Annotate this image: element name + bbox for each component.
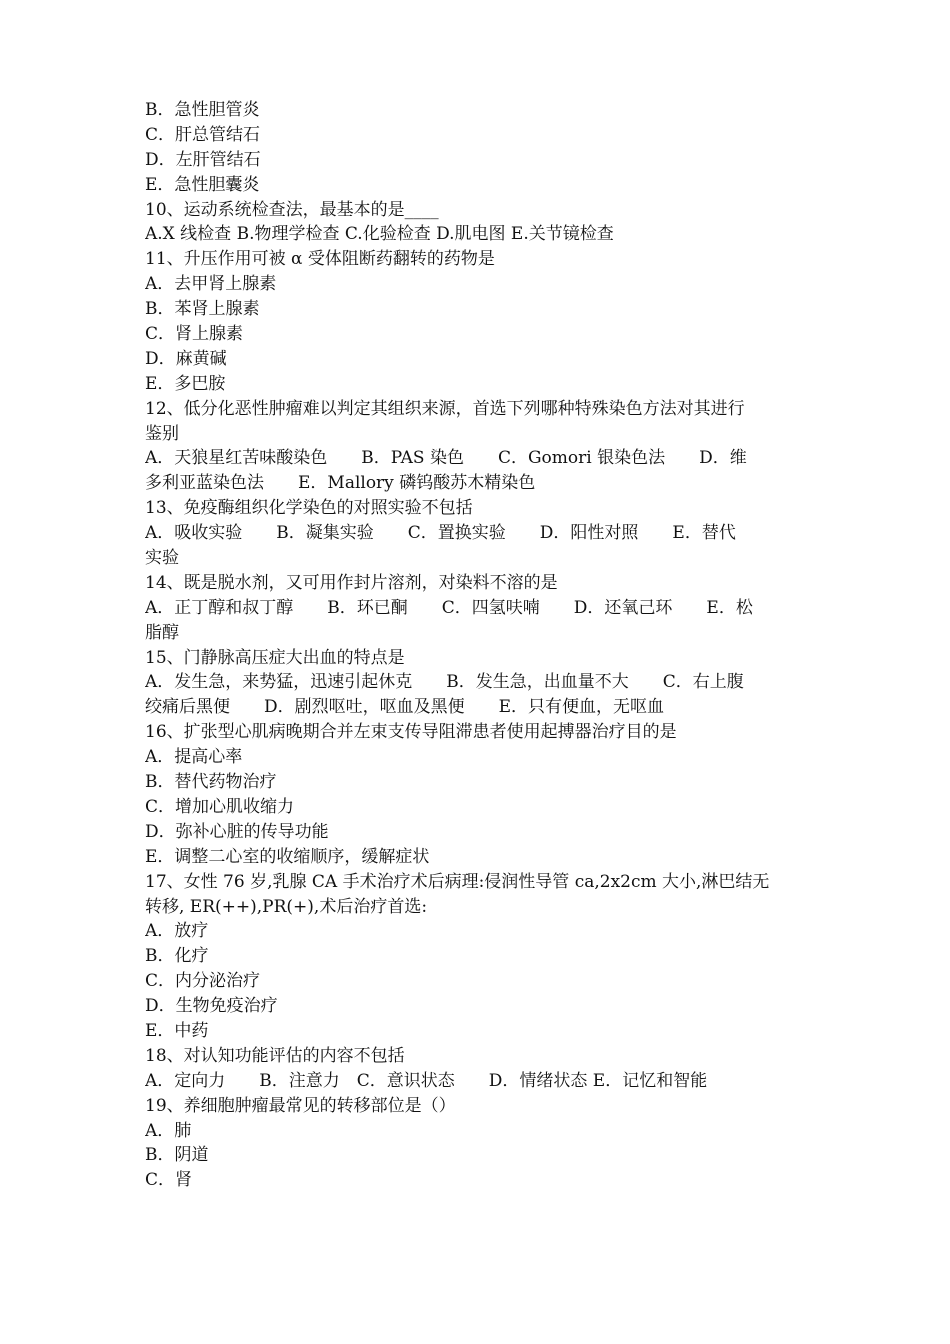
text-line: C．肾上腺素 <box>145 324 244 345</box>
text-line: E．急性胆囊炎 <box>145 174 260 195</box>
text-line: B．替代药物治疗 <box>145 772 277 793</box>
text-line: C．增加心肌收缩力 <box>145 796 295 817</box>
question-12: 12、低分化恶性肿瘤难以判定其组织来源，首选下列哪种特殊染色方法对其进行 <box>145 398 745 419</box>
text-line: E．调整二心室的收缩顺序，缓解症状 <box>145 846 430 867</box>
text-line: A．定向力 B．注意力 C．意识状态 D．情绪状态 E．记忆和智能 <box>145 1070 708 1091</box>
text-line: B．阴道 <box>145 1145 209 1166</box>
question-11: 11、升压作用可被 α 受体阻断药翻转的药物是 <box>145 249 495 270</box>
text-line: A．提高心率 <box>145 747 243 768</box>
text-line: A.X 线检查 B.物理学检查 C.化验检查 D.肌电图 E.关节镜检查 <box>145 224 614 245</box>
document-page <box>145 98 810 1193</box>
text-line: D．生物免疫治疗 <box>145 996 278 1017</box>
text-line: 鉴别 <box>145 423 179 444</box>
text-line: A．吸收实验 B．凝集实验 C．置换实验 D．阳性对照 E．替代 <box>145 523 736 544</box>
text-line: 多利亚蓝染色法 E．Mallory 磷钨酸苏木精染色 <box>145 473 536 494</box>
text-line: B．急性胆管炎 <box>145 100 260 120</box>
question-19: 19、养细胞肿瘤最常见的转移部位是（） <box>145 1095 456 1116</box>
text-line: C．肾 <box>145 1170 193 1191</box>
text-line: D．麻黄碱 <box>145 348 227 369</box>
text-line: C．肝总管结石 <box>145 124 261 145</box>
question-16: 16、扩张型心肌病晚期合并左束支传导阻滞患者使用起搏器治疗目的是 <box>145 722 677 743</box>
text-line: 脂醇 <box>145 622 179 643</box>
text-line: A．正丁醇和叔丁醇 B．环已酮 C．四氢呋喃 D．还氧己环 E．松 <box>145 597 753 618</box>
text-line: A．发生急，来势猛，迅速引起休克 B．发生急，出血量不大 C．右上腹 <box>145 672 744 693</box>
text-line: 转移, ER(++),PR(+),术后治疗首选: <box>145 896 428 917</box>
text-line: 实验 <box>145 548 179 569</box>
question-14: 14、既是脱水剂，又可用作封片溶剂，对染料不溶的是 <box>145 572 558 593</box>
text-line: A．去甲肾上腺素 <box>145 274 277 295</box>
text-line: A．天狼星红苦味酸染色 B．PAS 染色 C．Gomori 银染色法 D．维 <box>145 448 747 469</box>
text-line: C．内分泌治疗 <box>145 971 261 992</box>
question-10: 10、运动系统检查法，最基本的是____ <box>145 199 439 220</box>
text-line: 绞痛后黑便 D．剧烈呕吐，呕血及黑便 E．只有便血，无呕血 <box>145 697 665 718</box>
text-line: E．多巴胺 <box>145 373 226 394</box>
text-line: B．苯肾上腺素 <box>145 299 260 320</box>
text-line: B．化疗 <box>145 946 209 967</box>
question-17: 17、女性 76 岁,乳腺 CA 手术治疗术后病理:侵润性导管 ca,2x2cm 大小,淋巴结无 <box>145 871 770 892</box>
question-18: 18、对认知功能评估的内容不包括 <box>145 1045 405 1066</box>
text-line: D．弥补心脏的传导功能 <box>145 821 329 842</box>
text-line: D．左肝管结石 <box>145 149 261 170</box>
question-13: 13、免疫酶组织化学染色的对照实验不包括 <box>145 498 473 519</box>
text-line: A．放疗 <box>145 921 209 942</box>
text-line: E．中药 <box>145 1020 209 1041</box>
text-line: A．肺 <box>145 1120 192 1141</box>
question-15: 15、门静脉高压症大出血的特点是 <box>145 647 405 668</box>
